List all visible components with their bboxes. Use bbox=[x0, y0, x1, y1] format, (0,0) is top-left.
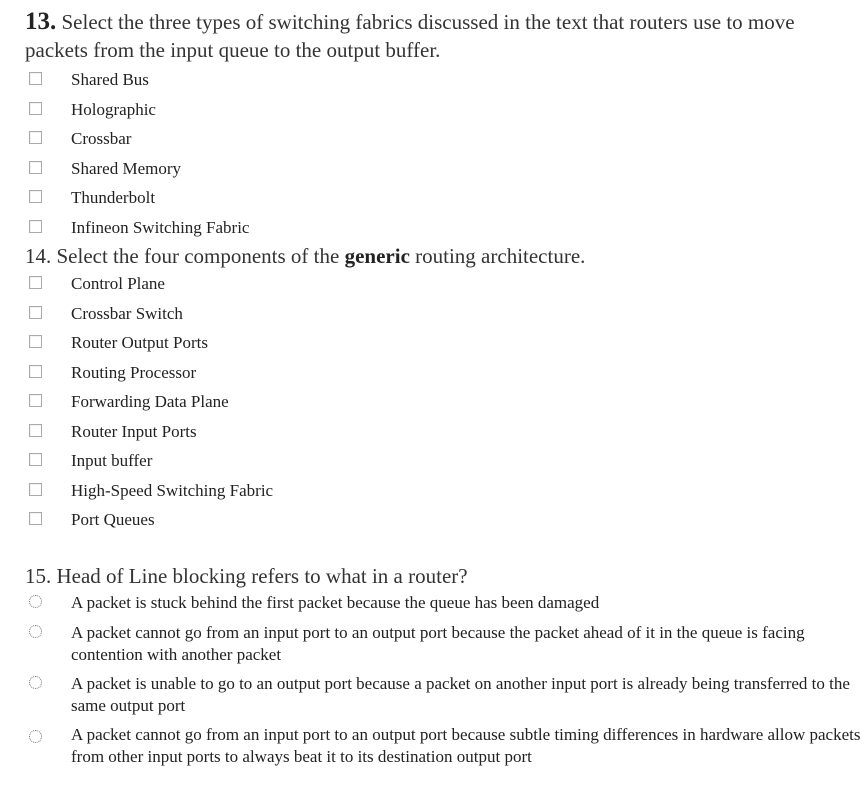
option-label: Shared Memory bbox=[71, 159, 182, 178]
question-14-number: 14. bbox=[25, 244, 52, 268]
question-14-text-bold: generic bbox=[344, 244, 410, 268]
question-13-text: Select the three types of switching fabrics discussed in the text that routers use to move packets from the input queue to the output buffer. bbox=[25, 10, 795, 62]
option-label: Router Output Ports bbox=[71, 333, 208, 352]
checkbox[interactable] bbox=[29, 453, 42, 466]
option-label: Control Plane bbox=[71, 274, 165, 293]
checkbox[interactable] bbox=[29, 190, 42, 203]
checkbox[interactable] bbox=[29, 394, 42, 407]
question-15-text: Head of Line blocking refers to what in a router? bbox=[56, 564, 468, 588]
option-label: Routing Processor bbox=[71, 363, 197, 382]
option-label: Shared Bus bbox=[71, 70, 149, 89]
option-label: Holographic bbox=[71, 100, 156, 119]
checkbox[interactable] bbox=[29, 102, 42, 115]
checkbox[interactable] bbox=[29, 306, 42, 319]
checkbox[interactable] bbox=[29, 220, 42, 233]
option-label: A packet is stuck behind the first packet because the queue has been damaged bbox=[71, 593, 600, 612]
checkbox[interactable] bbox=[29, 483, 42, 496]
radio-button[interactable] bbox=[29, 595, 42, 608]
checkbox[interactable] bbox=[29, 512, 42, 525]
question-14-text-before: Select the four components of the bbox=[56, 244, 340, 268]
checkbox[interactable] bbox=[29, 424, 42, 437]
option-label: Forwarding Data Plane bbox=[71, 392, 229, 411]
option-label: A packet cannot go from an input port to an output port because subtle timing differences in hardware allow packets from other input ports to always beat it to its destination output port bbox=[71, 725, 861, 766]
question-15-number: 15. bbox=[25, 564, 52, 588]
checkbox[interactable] bbox=[29, 72, 42, 85]
option-label: High-Speed Switching Fabric bbox=[71, 481, 274, 500]
option-label: Router Input Ports bbox=[71, 422, 197, 441]
question-13-stem bbox=[25, 8, 825, 64]
option-label: Crossbar Switch bbox=[71, 304, 183, 323]
option-label: Port Queues bbox=[71, 510, 155, 529]
question-14-stem bbox=[25, 242, 845, 270]
checkbox[interactable] bbox=[29, 335, 42, 348]
checkbox[interactable] bbox=[29, 161, 42, 174]
option-label: Input buffer bbox=[71, 451, 153, 470]
checkbox[interactable] bbox=[29, 131, 42, 144]
radio-button[interactable] bbox=[29, 625, 42, 638]
checkbox[interactable] bbox=[29, 365, 42, 378]
option-label: Infineon Switching Fabric bbox=[71, 218, 250, 237]
option-label: A packet cannot go from an input port to an output port because the packet ahead of it in the queue is facing contention with another packet bbox=[71, 623, 805, 664]
question-15-stem bbox=[25, 562, 845, 590]
question-14-text-after: routing architecture. bbox=[415, 244, 586, 268]
question-13-number: 13. bbox=[25, 8, 57, 35]
radio-button[interactable] bbox=[29, 676, 42, 689]
option-label: Crossbar bbox=[71, 129, 132, 148]
option-label: Thunderbolt bbox=[71, 188, 156, 207]
radio-button[interactable] bbox=[29, 730, 42, 743]
checkbox[interactable] bbox=[29, 276, 42, 289]
option-label: A packet is unable to go to an output port because a packet on another input port is already being transferred to the same output port bbox=[71, 674, 850, 715]
